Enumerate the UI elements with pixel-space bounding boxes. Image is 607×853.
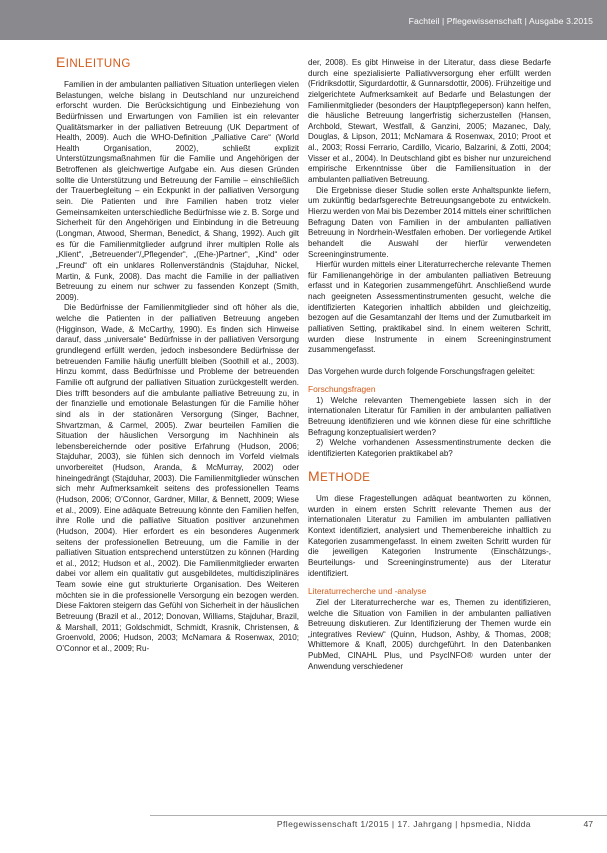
spacer (308, 460, 551, 471)
paragraph: Das Vorgehen wurde durch folgende Forschungsfragen geleitet: (308, 366, 535, 376)
paragraph: Familien in der ambulanten palliativen Situation unterliegen vielen Belastungen, welche bislang in Deutschland nur unzureichend erforscht wurden. Die Berücksichtigung und Einbeziehung von Bedürfnissen und Erwartungen von Familien ist ein relevanter Qualitätsmarker in der palliativen Betreuung (UK Department of Health, 2009). Auch die WHO-Definition „Palliative Care“ (World Health Organisation, 2002), schließt explizit Unterstützungsmaßnahmen für die Familie und Angehörigen der Betroffenen als gleichwertige Aufgabe ein. Aus diesen Gründen sollte die Unterstützung und Betreuung der Familie – einschließlich der Trauerbegleitung – ein Eckpunkt in der palliativen Versorgung sein. Die Patienten und ihre Familien haben trotz vieler Gemeinsamkeiten unterschiedliche Bedürfnisse wie z. B. Sorge und Sicherheit für den Angehörigen und Einbindung in die Betreuung (Longman, Atwood, Sherman, Benedict, & Shang, 1992). Auch gilt es für die Familienmitglieder aufgrund ihrer multiplen Rolle als „Klient“, „Betreuender“/„Pflegender“, „(Ehe-)Partner“, „Kind“ oder „Freund“ oft ein unklares Rollenverständnis (Stajduhar, Nickel, Martin, & Funk, 2008). Das macht die Familie in der palliativen Betreuung zu einem nur schwer zu fassenden Konzept (Smith, 2009). (56, 80, 299, 302)
research-question: 1) Welche relevanten Themengebiete lassen sich in der internationalen Literatur für Familien in der ambulanten palliativen Betreuung identifizieren und wie können diese für eine schriftliche Befragung konzeptualisiert werden? (308, 395, 551, 437)
footer-text: Pflegewissenschaft 1/2015 | 17. Jahrgang | hpsmedia, Nidda (276, 819, 531, 829)
paragraph: Hierfür wurden mittels einer Literaturrecherche relevante Themen für Familienangehörige in der ambulanten palliativen Betreuung erfasst und in Kategorien zusammengeführt. Anschließend wurde nach geeigneten Assessmentinstrumenten gesucht, welche die identifizierten Kategorien inhaltlich abbilden und gleichzeitig, bezogen auf die Gesamtanzahl der Items und der Zumutbarkeit im palliativen Setting, praktikabel sind. In einem weiteren Schritt, wurden diese Instrumente in einem Screeninginstrument zusammengefasst. (308, 260, 551, 355)
spacer (308, 356, 551, 367)
page-number: 47 (583, 819, 593, 829)
right-column (308, 58, 551, 672)
paragraph: Um diese Fragestellungen adäquat beantworten zu können, wurden in einem ersten Schritt relevante Themen aus der internationalen Literatur zu Familien im ambulanten palliativen Kontext identifiziert, analysiert und Themenbereiche inhaltlich zu Kategorien zusammengefasst. In einem zweiten Schritt wurden für die jeweiligen Kategorien Instrumente (Einschätzungs-, Beurteilungs- und Screeninginstrumente) aus der Literatur identifiziert. (308, 494, 551, 578)
header-bar (0, 0, 607, 40)
section-heading-einleitung: EINLEITUNG (56, 54, 131, 70)
paragraph: der, 2008). Es gibt Hinweise in der Literatur, dass diese Bedarfe durch eine spezialisierte Palliativversorgung eher erfüllt werden (Fridriksdottir, Sigurdardottir, & Gunnarsdottir, 2006). Frühzeitige und zielgerichtete Aufmerksamkeit auf Bedarfe und Belastungen der Familienmitglieder (besonders der Hauptpflegeperson) kann helfen, die häusliche Betreuung langerfristig sicherzustellen (Hansen, Archbold, Stewart, Westfall, & Ganzini, 2005; Mazanec, Daly, Douglas, & Lipson, 2011; McNamara & Rosenwax, 2010; Proot et al., 2003; Rossi Ferrario, Cardillo, Vicario, Balzarini, & Zotti, 2004; Visser et al., 2004). In Deutschland gibt es bisher nur unzureichend empirische Erkenntnisse über die Familiensituation in der ambulanten palliativen Betreuung. (308, 58, 552, 185)
header-text: Fachteil | Pflegewissenschaft | Ausgabe 3.2015 (408, 16, 593, 26)
section-heading-methode: METHODE (308, 468, 371, 485)
paragraph: Die Bedürfnisse der Familienmitglieder sind oft höher als die, welche die Patienten in der palliativen Betreuung angeben (Higginson, Wade, & McCarthy, 1990). Es finden sich Hinweise darauf, dass „universale“ Bedürfnisse in der palliativen Versorgung grundlegend erfüllt werden, jedoch insbesondere Bedürfnisse der betreuenden Familie häufig unerfüllt bleiben (Soothill et al., 2003). Hinzu kommt, dass Bedürfnisse und Probleme der betreuenden Familie oft aufgrund der palliativen Situation zurückgestellt werden. Dies trifft besonders auf die ambulante palliative Betreuung zu, in der finanzielle und emotionale Belastungen für die Familie höher sind als in der stationären Versorgung (Singer, Bachner, Shvartzman, & Carmel, 2005). Zwar beurteilen Familien die Situation der häuslichen Versorgung im Nachhinein als lebensbereichernde oder positive Erfahrung (Hudson, 2006; Stajduhar, 2003), sie fühlen sich dennoch im Vorfeld vielmals unvorbereitet (Hudson, Aranda, & McMurray, 2002) oder hineingedrängt (Stajduhar, 2003). Die Familienmitglieder wünschen sich mehr Aufmerksamkeit seitens des professionellen Teams (Hudson, 2006; O’Connor, Gardner, Millar, & Bennett, 2009; Wiese et al., 2009). Eine adäquate Betreuung könnte den Familien helfen, ihre Rolle und die palliative Situation positiver anzunehmen (Hudson, 2004). Hier erfordert es ein besonderes Augenmerk seitens der professionellen Betreuung, um die Familie in der palliativen Situation entsprechend unterstützen zu können (Harding et al., 2012; Hudson et al., 2002). Die Familienmitglieder erwarten dabei vor allem ein qualitativ gut ausgebildetes, multidisziplinäres Team sowie eine gut strukturierte Organisation. Des Weiteren möchten sie in die professionelle Versorgung ein bezogen werden. Diese Faktoren steigern das Gefühl von Sicherheit in der häuslichen Betreuung (Brazil et al., 2012; Donovan, Williams, Stajduhar, Brazil, & Marshall, 2011; Goldschmidt, Schmidt, Krasnik, Christensen, & Groenvold, 2006; Hudson, 2003; McNamara & Rosenwax, 2010; O’Connor et al., 2009; Ru- (56, 303, 299, 653)
subheading-literaturrecherche: Literaturrecherche und -analyse (308, 586, 427, 597)
left-column (56, 56, 299, 655)
subheading-forschungsfragen: Forschungsfragen (308, 384, 376, 395)
footer (0, 815, 607, 835)
paragraph: Die Ergebnisse dieser Studie sollen erste Anhaltspunkte liefern, um zukünftig bedarfsgerechte Betreuungsangebote zu entwickeln. Hierzu werden von Mai bis Dezember 2014 mittels einer schriftlichen Befragung Daten von Familien in der ambulanten palliativen Betreuung in Nordrhein-Westfalen erhoben. Der vorliegende Artikel behandelt die Auswahl der hierfür verwendeten Screeninginstrumente. (308, 185, 551, 259)
footer-rule (150, 815, 607, 816)
paragraph: Ziel der Literaturrecherche war es, Themen zu identifizieren, welche die Situation von Familien in der ambulanten palliativen Betreuung diskutieren. Zur Identifizierung der Themen wurde ein „integratives Review“ (Quinn, Hudson, Ashby, & Thomas, 2008; Whittemore & Knafl, 2005) durchgeführt. In den Datenbanken PubMed, CINAHL Plus, und PsycINFO® wurden unter der Anwendung verschiedener (308, 597, 551, 671)
research-question: 2) Welche vorhandenen Assessmentinstrumente decken die identifizierten Kategorien praktikabel ab? (308, 438, 551, 458)
